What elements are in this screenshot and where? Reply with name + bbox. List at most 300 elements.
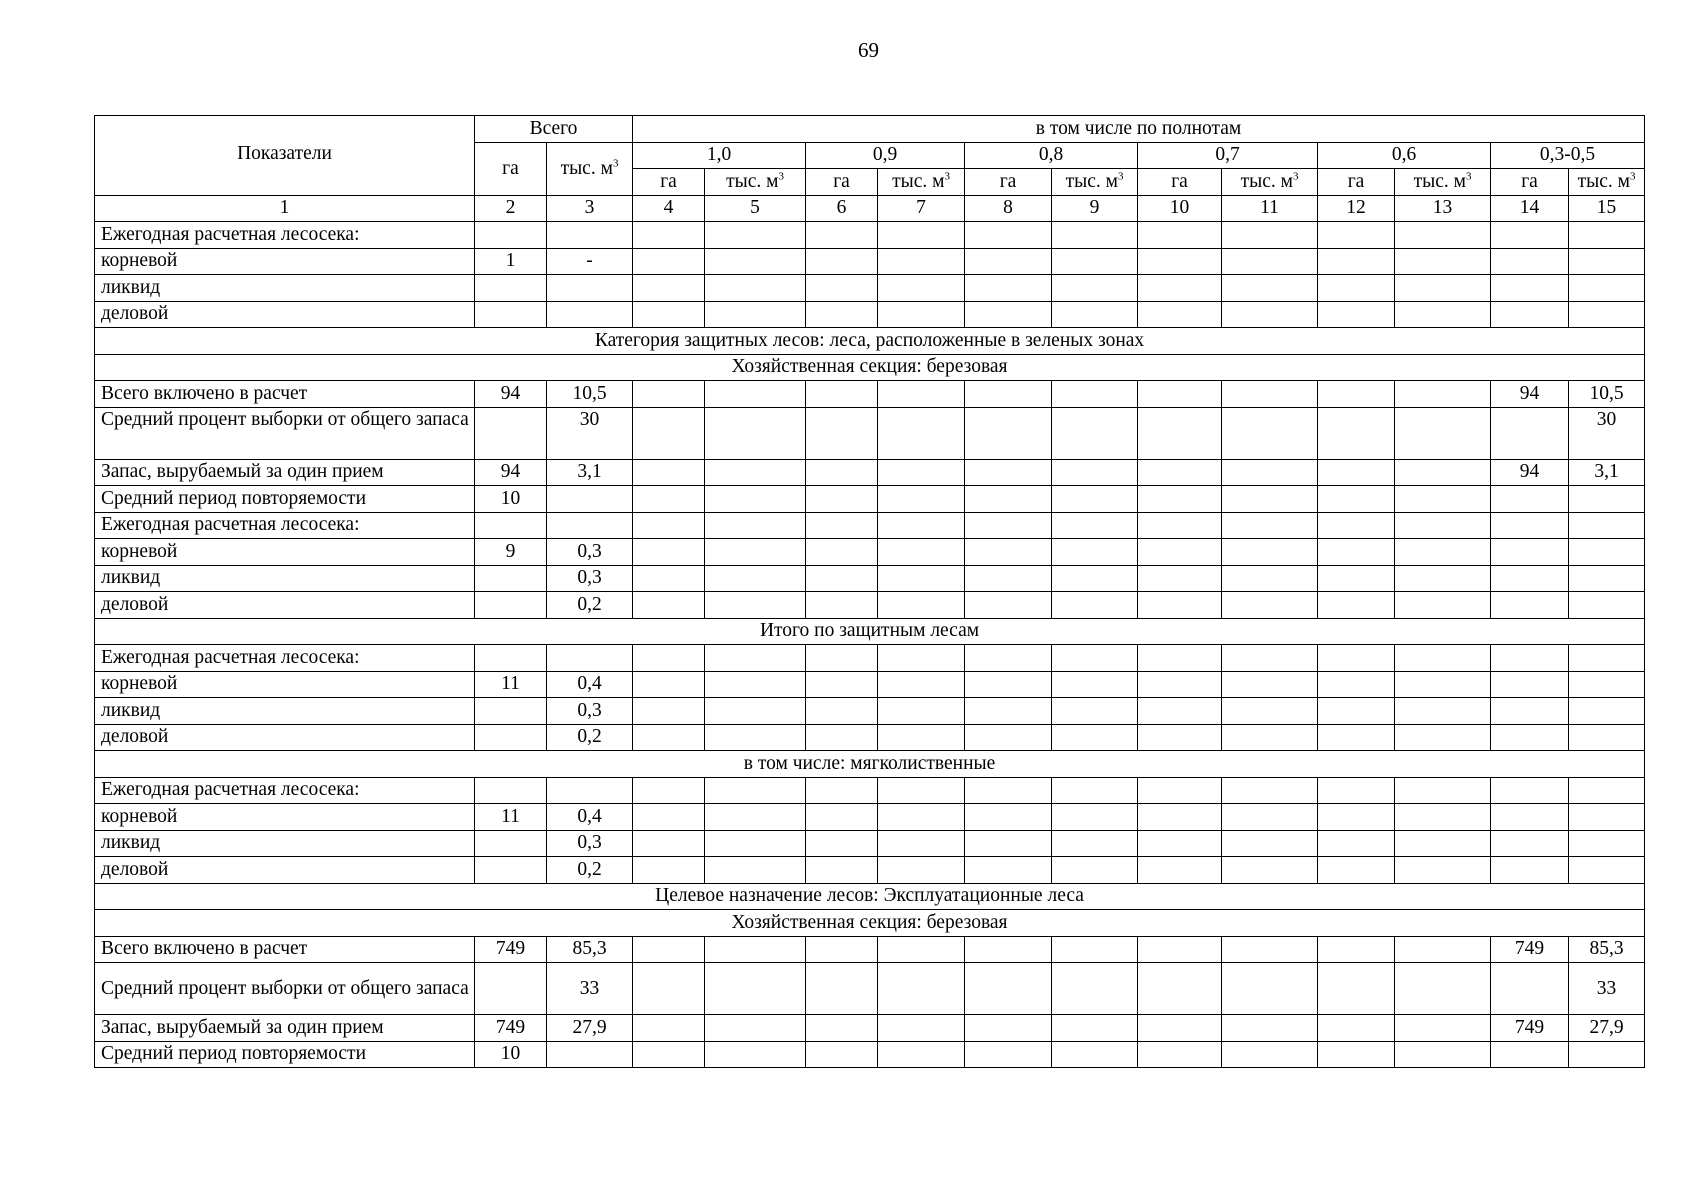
density-03-05-ha — [1491, 222, 1569, 249]
density-cell — [878, 565, 965, 592]
total-ha: 10 — [475, 486, 547, 513]
density-cell — [878, 222, 965, 249]
density-cell — [1138, 1041, 1222, 1068]
density-03-05-ha: 749 — [1491, 1015, 1569, 1042]
header-density-vol: тыс. $м^3$ — [1052, 169, 1138, 196]
density-cell — [1138, 830, 1222, 857]
column-number: 13 — [1395, 195, 1491, 222]
density-cell — [705, 407, 806, 459]
density-cell — [965, 275, 1052, 302]
density-03-05-ha — [1491, 645, 1569, 672]
density-cell — [1318, 248, 1395, 275]
density-cell — [1052, 671, 1138, 698]
section-title: Целевое назначение лесов: Эксплуатационные леса — [95, 883, 1645, 910]
density-cell — [1138, 222, 1222, 249]
density-cell — [1052, 407, 1138, 459]
density-cell — [1318, 830, 1395, 857]
table-row — [95, 804, 1645, 831]
density-cell — [965, 248, 1052, 275]
row-label: Ежегодная расчетная лесосека: — [95, 222, 475, 249]
density-cell — [1395, 698, 1491, 725]
density-03-05-vol — [1569, 645, 1645, 672]
density-cell — [1318, 857, 1395, 884]
density-cell — [633, 936, 705, 963]
density-cell — [878, 963, 965, 1015]
density-cell — [633, 539, 705, 566]
total-vol: 0,4 — [547, 671, 633, 698]
density-cell — [806, 381, 878, 408]
density-cell — [965, 671, 1052, 698]
density-cell — [1222, 512, 1318, 539]
density-cell — [965, 724, 1052, 751]
density-cell — [1318, 512, 1395, 539]
density-cell — [965, 407, 1052, 459]
density-cell — [1222, 248, 1318, 275]
row-label: корневой — [95, 804, 475, 831]
density-cell — [965, 804, 1052, 831]
density-cell — [878, 248, 965, 275]
density-cell — [1052, 459, 1138, 486]
density-cell — [1395, 645, 1491, 672]
header-density-2: 0,8 — [965, 142, 1138, 169]
density-cell — [1222, 565, 1318, 592]
column-number: 3 — [547, 195, 633, 222]
header-total-vol: тыс. $м^3$ — [547, 142, 633, 195]
density-cell — [633, 1015, 705, 1042]
column-number: 4 — [633, 195, 705, 222]
density-cell — [806, 645, 878, 672]
column-number-row — [95, 195, 1645, 222]
density-cell — [1318, 698, 1395, 725]
total-ha — [475, 275, 547, 302]
density-cell — [633, 645, 705, 672]
density-cell — [965, 512, 1052, 539]
density-cell — [806, 459, 878, 486]
density-cell — [1318, 486, 1395, 513]
total-ha — [475, 857, 547, 884]
density-cell — [806, 777, 878, 804]
density-cell — [633, 724, 705, 751]
density-cell — [806, 963, 878, 1015]
row-label: Средний процент выборки от общего запаса — [95, 407, 475, 459]
table-row — [95, 407, 1645, 459]
density-cell — [878, 275, 965, 302]
total-ha — [475, 724, 547, 751]
total-vol: 3,1 — [547, 459, 633, 486]
density-03-05-ha — [1491, 539, 1569, 566]
density-cell — [705, 1015, 806, 1042]
density-cell — [633, 830, 705, 857]
total-ha — [475, 301, 547, 328]
density-cell — [878, 724, 965, 751]
density-cell — [633, 698, 705, 725]
density-cell — [1052, 512, 1138, 539]
total-ha: 11 — [475, 671, 547, 698]
row-label: Запас, вырубаемый за один прием — [95, 1015, 475, 1042]
density-cell — [1052, 1015, 1138, 1042]
total-ha — [475, 512, 547, 539]
total-ha — [475, 698, 547, 725]
density-cell — [1138, 645, 1222, 672]
density-cell — [705, 248, 806, 275]
density-cell — [705, 804, 806, 831]
density-cell — [1395, 407, 1491, 459]
density-cell — [633, 275, 705, 302]
density-03-05-ha — [1491, 407, 1569, 459]
density-cell — [633, 1041, 705, 1068]
total-ha: 94 — [475, 459, 547, 486]
density-cell — [806, 1015, 878, 1042]
density-cell — [1395, 592, 1491, 619]
density-cell — [1318, 671, 1395, 698]
section-title: Итого по защитным лесам — [95, 618, 1645, 645]
density-03-05-vol — [1569, 804, 1645, 831]
header-density-ha: га — [633, 169, 705, 196]
density-cell — [1318, 936, 1395, 963]
density-cell — [878, 777, 965, 804]
density-cell — [1138, 512, 1222, 539]
header-density-vol: тыс. $м^3$ — [705, 169, 806, 196]
table-row — [95, 857, 1645, 884]
density-cell — [705, 301, 806, 328]
density-cell — [1395, 830, 1491, 857]
density-cell — [1222, 963, 1318, 1015]
density-03-05-ha — [1491, 275, 1569, 302]
density-cell — [705, 539, 806, 566]
density-cell — [1222, 275, 1318, 302]
density-cell — [1138, 539, 1222, 566]
density-cell — [1318, 645, 1395, 672]
density-03-05-vol: 10,5 — [1569, 381, 1645, 408]
density-cell — [1318, 804, 1395, 831]
density-cell — [806, 486, 878, 513]
density-cell — [705, 936, 806, 963]
page-number: 69 — [858, 38, 879, 62]
density-03-05-ha — [1491, 698, 1569, 725]
density-cell — [965, 459, 1052, 486]
density-cell — [1222, 539, 1318, 566]
table-row — [95, 830, 1645, 857]
density-03-05-vol — [1569, 1041, 1645, 1068]
table-row — [95, 1041, 1645, 1068]
total-ha: 1 — [475, 248, 547, 275]
density-cell — [965, 301, 1052, 328]
total-vol: 85,3 — [547, 936, 633, 963]
total-ha — [475, 830, 547, 857]
density-cell — [878, 645, 965, 672]
table-row — [95, 301, 1645, 328]
density-cell — [1395, 963, 1491, 1015]
section-row — [95, 910, 1645, 937]
density-03-05-vol — [1569, 248, 1645, 275]
density-cell — [1138, 381, 1222, 408]
row-label: Средний период повторяемости — [95, 1041, 475, 1068]
density-cell — [878, 459, 965, 486]
density-cell — [705, 512, 806, 539]
table-row — [95, 698, 1645, 725]
density-cell — [1138, 777, 1222, 804]
density-cell — [1052, 565, 1138, 592]
density-cell — [1222, 671, 1318, 698]
total-vol: 0,2 — [547, 857, 633, 884]
density-cell — [878, 698, 965, 725]
section-title: Категория защитных лесов: леса, расположенные в зеленых зонах — [95, 328, 1645, 355]
density-cell — [705, 222, 806, 249]
density-cell — [1395, 512, 1491, 539]
total-vol — [547, 275, 633, 302]
density-cell — [633, 777, 705, 804]
density-03-05-ha — [1491, 963, 1569, 1015]
density-cell — [1222, 407, 1318, 459]
density-cell — [1222, 698, 1318, 725]
density-cell — [633, 963, 705, 1015]
density-03-05-vol: 3,1 — [1569, 459, 1645, 486]
density-cell — [1395, 459, 1491, 486]
density-cell — [1052, 539, 1138, 566]
column-number: 6 — [806, 195, 878, 222]
density-cell — [965, 645, 1052, 672]
density-cell — [705, 565, 806, 592]
density-cell — [705, 1041, 806, 1068]
density-cell — [705, 592, 806, 619]
section-title: Хозяйственная секция: березовая — [95, 354, 1645, 381]
density-cell — [878, 407, 965, 459]
density-cell — [1138, 592, 1222, 619]
density-cell — [705, 486, 806, 513]
row-label: Ежегодная расчетная лесосека: — [95, 645, 475, 672]
density-cell — [1052, 592, 1138, 619]
table-row — [95, 936, 1645, 963]
density-cell — [1222, 857, 1318, 884]
density-cell — [878, 857, 965, 884]
total-ha — [475, 592, 547, 619]
density-cell — [1052, 486, 1138, 513]
density-cell — [1138, 459, 1222, 486]
total-vol: 0,3 — [547, 830, 633, 857]
total-ha — [475, 222, 547, 249]
density-cell — [806, 804, 878, 831]
total-vol — [547, 512, 633, 539]
density-cell — [878, 671, 965, 698]
total-vol: 33 — [547, 963, 633, 1015]
row-label: Ежегодная расчетная лесосека: — [95, 512, 475, 539]
density-03-05-vol: 33 — [1569, 963, 1645, 1015]
density-cell — [878, 830, 965, 857]
total-vol — [547, 645, 633, 672]
density-cell — [1052, 777, 1138, 804]
table-row — [95, 777, 1645, 804]
table-row — [95, 539, 1645, 566]
allowable-cut-table — [94, 115, 1645, 1068]
row-label: ликвид — [95, 830, 475, 857]
density-cell — [806, 671, 878, 698]
total-vol — [547, 222, 633, 249]
density-cell — [965, 1015, 1052, 1042]
total-vol: 0,3 — [547, 565, 633, 592]
density-cell — [1318, 592, 1395, 619]
header-total-ha: га — [475, 142, 547, 195]
density-cell — [705, 963, 806, 1015]
header-density-0: 1,0 — [633, 142, 806, 169]
density-03-05-ha — [1491, 565, 1569, 592]
column-number: 2 — [475, 195, 547, 222]
density-cell — [1138, 407, 1222, 459]
row-label: ликвид — [95, 275, 475, 302]
density-cell — [965, 381, 1052, 408]
density-cell — [1222, 1041, 1318, 1068]
density-cell — [878, 301, 965, 328]
density-cell — [965, 698, 1052, 725]
column-number: 5 — [705, 195, 806, 222]
density-cell — [878, 539, 965, 566]
total-ha — [475, 407, 547, 459]
density-cell — [633, 381, 705, 408]
density-cell — [1395, 539, 1491, 566]
density-cell — [1222, 830, 1318, 857]
row-label: Запас, вырубаемый за один прием — [95, 459, 475, 486]
column-number: 14 — [1491, 195, 1569, 222]
density-03-05-vol — [1569, 512, 1645, 539]
density-cell — [878, 512, 965, 539]
density-cell — [705, 698, 806, 725]
column-number: 9 — [1052, 195, 1138, 222]
density-cell — [1052, 248, 1138, 275]
header-density-4: 0,6 — [1318, 142, 1491, 169]
table-row — [95, 1015, 1645, 1042]
section-title: Хозяйственная секция: березовая — [95, 910, 1645, 937]
header-density-1: 0,9 — [806, 142, 965, 169]
density-cell — [1138, 857, 1222, 884]
column-number: 7 — [878, 195, 965, 222]
density-cell — [1395, 248, 1491, 275]
header-density-ha: га — [1491, 169, 1569, 196]
total-ha — [475, 777, 547, 804]
density-cell — [1222, 645, 1318, 672]
density-03-05-ha — [1491, 1041, 1569, 1068]
density-cell — [965, 539, 1052, 566]
density-03-05-ha — [1491, 592, 1569, 619]
density-cell — [806, 1041, 878, 1068]
density-cell — [806, 857, 878, 884]
table-row — [95, 275, 1645, 302]
header-density-vol: тыс. $м^3$ — [878, 169, 965, 196]
row-label: Всего включено в расчет — [95, 381, 475, 408]
density-cell — [1395, 936, 1491, 963]
density-cell — [1395, 1041, 1491, 1068]
density-cell — [806, 539, 878, 566]
density-cell — [1395, 804, 1491, 831]
density-cell — [1222, 936, 1318, 963]
density-cell — [1052, 275, 1138, 302]
density-cell — [633, 222, 705, 249]
density-03-05-vol — [1569, 486, 1645, 513]
density-03-05-ha — [1491, 804, 1569, 831]
total-ha: 749 — [475, 1015, 547, 1042]
total-ha: 94 — [475, 381, 547, 408]
density-cell — [1318, 407, 1395, 459]
column-number: 15 — [1569, 195, 1645, 222]
density-cell — [1052, 1041, 1138, 1068]
density-cell — [1052, 936, 1138, 963]
density-cell — [633, 592, 705, 619]
density-cell — [1138, 1015, 1222, 1042]
density-03-05-vol — [1569, 539, 1645, 566]
row-label: Средний процент выборки от общего запаса — [95, 963, 475, 1015]
density-cell — [965, 592, 1052, 619]
density-cell — [1222, 222, 1318, 249]
column-number: 11 — [1222, 195, 1318, 222]
section-row — [95, 751, 1645, 778]
density-cell — [705, 275, 806, 302]
density-cell — [1395, 857, 1491, 884]
density-cell — [1318, 459, 1395, 486]
density-cell — [806, 724, 878, 751]
density-cell — [1395, 724, 1491, 751]
density-cell — [965, 857, 1052, 884]
total-vol: 10,5 — [547, 381, 633, 408]
density-03-05-ha — [1491, 248, 1569, 275]
density-cell — [1395, 301, 1491, 328]
density-cell — [965, 565, 1052, 592]
density-cell — [878, 936, 965, 963]
density-03-05-ha — [1491, 857, 1569, 884]
density-03-05-ha: 94 — [1491, 459, 1569, 486]
density-cell — [633, 512, 705, 539]
density-03-05-vol — [1569, 222, 1645, 249]
total-vol: 30 — [547, 407, 633, 459]
density-cell — [1395, 275, 1491, 302]
density-cell — [965, 777, 1052, 804]
density-cell — [1052, 963, 1138, 1015]
density-cell — [965, 963, 1052, 1015]
row-label: Ежегодная расчетная лесосека: — [95, 777, 475, 804]
table-row — [95, 222, 1645, 249]
density-cell — [705, 671, 806, 698]
density-cell — [705, 857, 806, 884]
total-vol: 0,3 — [547, 698, 633, 725]
table-row — [95, 565, 1645, 592]
density-cell — [1052, 724, 1138, 751]
density-cell — [1052, 804, 1138, 831]
total-ha — [475, 645, 547, 672]
density-cell — [633, 486, 705, 513]
density-cell — [1395, 777, 1491, 804]
density-cell — [878, 1041, 965, 1068]
row-label: корневой — [95, 248, 475, 275]
total-vol — [547, 301, 633, 328]
row-label: ликвид — [95, 565, 475, 592]
table-row — [95, 512, 1645, 539]
density-cell — [806, 275, 878, 302]
density-cell — [633, 565, 705, 592]
density-cell — [1222, 486, 1318, 513]
density-03-05-ha — [1491, 724, 1569, 751]
total-ha: 11 — [475, 804, 547, 831]
density-03-05-vol — [1569, 671, 1645, 698]
density-03-05-vol — [1569, 275, 1645, 302]
density-cell — [705, 645, 806, 672]
density-cell — [878, 804, 965, 831]
density-cell — [1318, 1041, 1395, 1068]
header-density-ha: га — [806, 169, 878, 196]
column-number: 8 — [965, 195, 1052, 222]
density-cell — [1052, 645, 1138, 672]
table-row — [95, 486, 1645, 513]
density-cell — [806, 830, 878, 857]
density-cell — [633, 857, 705, 884]
table-row — [95, 645, 1645, 672]
section-row — [95, 618, 1645, 645]
